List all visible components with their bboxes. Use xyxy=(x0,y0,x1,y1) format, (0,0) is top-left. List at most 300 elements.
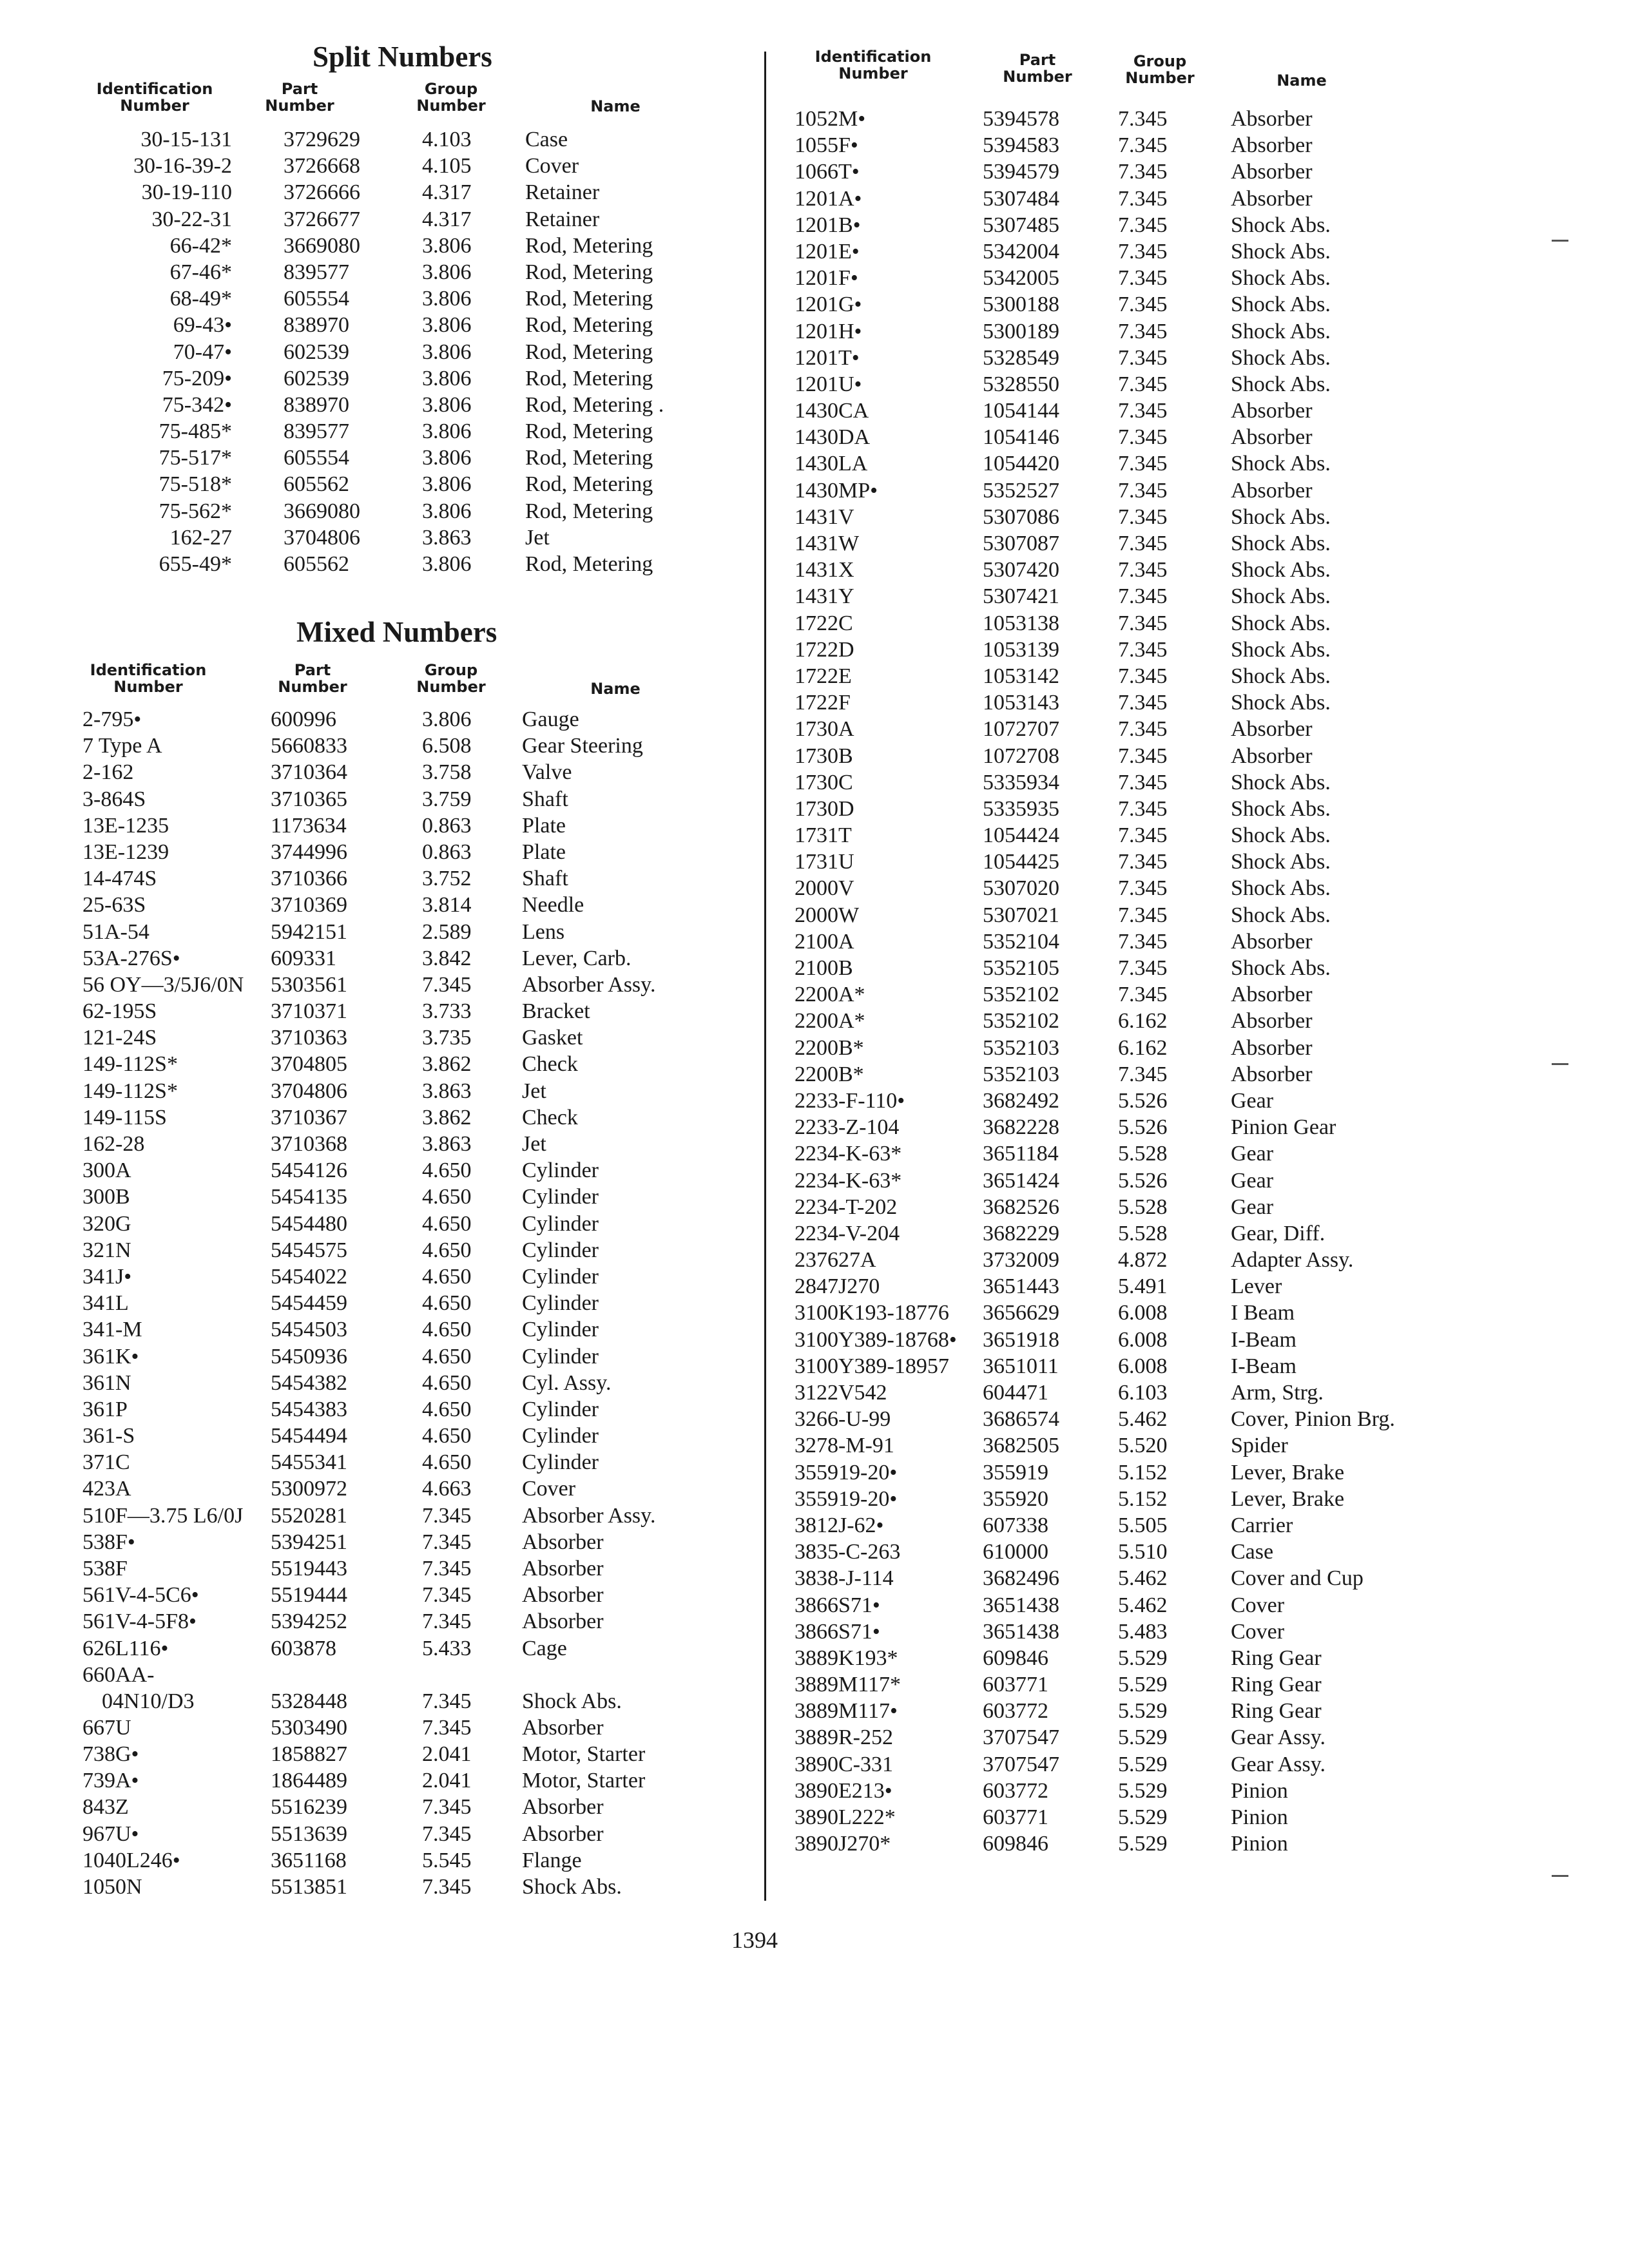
cell-id: 321N xyxy=(82,1238,131,1262)
cell-name: Gear xyxy=(1231,1195,1274,1219)
margin-mark xyxy=(1552,1875,1568,1877)
table-row xyxy=(71,418,754,445)
table-row xyxy=(71,812,754,839)
cell-part: 3729629 xyxy=(284,128,360,151)
table-row xyxy=(783,106,1492,132)
cell-part: 3726668 xyxy=(284,154,360,178)
table-row xyxy=(71,1555,754,1582)
cell-part: 5328549 xyxy=(983,345,1059,370)
table-row xyxy=(71,786,754,812)
table-row xyxy=(783,132,1492,159)
cell-id: 7 Type A xyxy=(82,734,162,758)
cell-name: Shock Abs. xyxy=(1231,903,1331,927)
table-row xyxy=(783,928,1492,955)
cell-part: 5335935 xyxy=(983,796,1059,821)
table-row xyxy=(71,972,754,998)
cell-id: 3835-C-263 xyxy=(795,1540,901,1564)
cell-name: Gear xyxy=(1231,1088,1274,1113)
cell-group: 3.806 xyxy=(422,707,472,731)
cell-id: 2200B* xyxy=(795,1062,864,1086)
cell-id: 30-15-131 xyxy=(140,128,232,151)
cell-group: 2.589 xyxy=(422,919,472,944)
cell-part: 5454022 xyxy=(271,1264,347,1289)
cell-name: Cover xyxy=(1231,1593,1285,1617)
cell-group: 3.806 xyxy=(422,366,472,390)
split-header-part: Part Number xyxy=(265,80,334,115)
cell-name: Shock Abs. xyxy=(1231,213,1331,237)
cell-group: 3.806 xyxy=(422,287,472,311)
cell-id: 2234-K-63* xyxy=(795,1142,902,1166)
table-row xyxy=(783,1831,1492,1857)
mixed-header-id: Identification Number xyxy=(90,661,207,696)
cell-part: 3726677 xyxy=(284,207,360,231)
cell-name: Absorber xyxy=(522,1530,604,1554)
cell-group: 7.345 xyxy=(1118,637,1168,662)
cell-part: 5352102 xyxy=(983,1009,1059,1033)
cell-part: 3682228 xyxy=(983,1115,1059,1140)
cell-group: 7.345 xyxy=(1118,107,1168,131)
cell-group: 7.345 xyxy=(1118,452,1168,476)
cell-part: 3726666 xyxy=(284,180,360,205)
cell-id: 361-S xyxy=(82,1424,135,1448)
cell-group: 7.345 xyxy=(422,1583,472,1608)
cell-group: 5.152 xyxy=(1118,1486,1168,1511)
cell-group: 5.545 xyxy=(422,1848,472,1872)
cell-name: I Beam xyxy=(1231,1301,1295,1325)
cell-id: 1201B• xyxy=(795,213,861,237)
cell-group: 4.650 xyxy=(422,1185,472,1209)
cell-name: Absorber xyxy=(1231,478,1313,503)
cell-name: Absorber xyxy=(1231,133,1313,158)
cell-id: 1430LA xyxy=(795,452,868,476)
cell-name: Rod, Metering xyxy=(525,499,653,523)
cell-part: 610000 xyxy=(983,1540,1048,1564)
cell-name: Cylinder xyxy=(522,1318,599,1342)
cell-group: 0.863 xyxy=(422,813,472,838)
cell-part: 3656629 xyxy=(983,1301,1059,1325)
cell-id: 51A-54 xyxy=(82,919,149,944)
cell-group: 7.345 xyxy=(1118,558,1168,582)
cell-part: 5394583 xyxy=(983,133,1059,158)
table-row xyxy=(783,663,1492,689)
cell-name: Cover, Pinion Brg. xyxy=(1231,1407,1395,1432)
cell-id: 361P xyxy=(82,1397,128,1421)
cell-name: Shock Abs. xyxy=(1231,505,1331,529)
cell-name: Plate xyxy=(522,840,566,864)
cell-name: Gear Assy. xyxy=(1231,1725,1325,1750)
table-row xyxy=(783,1220,1492,1247)
column-divider xyxy=(764,52,766,1901)
cell-group: 6.008 xyxy=(1118,1354,1168,1378)
table-row xyxy=(71,1821,754,1847)
table-row xyxy=(71,1503,754,1529)
cell-name: Retainer xyxy=(525,207,600,231)
cell-group: 3.806 xyxy=(422,313,472,338)
cell-group: 7.345 xyxy=(1118,744,1168,768)
cell-group: 3.806 xyxy=(422,552,472,576)
cell-part: 3710366 xyxy=(271,867,347,891)
cell-name: Absorber xyxy=(1231,929,1313,954)
split-header-id: Identification Number xyxy=(96,80,213,115)
cell-group: 7.345 xyxy=(422,972,472,997)
cell-id: 1050N xyxy=(82,1874,142,1899)
table-row xyxy=(71,892,754,918)
cell-id: 3890C-331 xyxy=(795,1752,893,1776)
cell-id: 149-115S xyxy=(82,1105,167,1129)
table-row xyxy=(71,1078,754,1104)
cell-id: 237627A xyxy=(795,1248,876,1273)
cell-name: Absorber xyxy=(522,1715,604,1740)
cell-id: 3889K193* xyxy=(795,1646,898,1670)
cell-part: 3682229 xyxy=(983,1221,1059,1245)
cell-group: 7.345 xyxy=(1118,717,1168,742)
cell-name: Cage xyxy=(522,1636,567,1660)
cell-id: 25-63S xyxy=(82,893,146,918)
table-row xyxy=(783,902,1492,928)
cell-id: 3889R-252 xyxy=(795,1725,893,1750)
cell-part: 1864489 xyxy=(271,1769,347,1793)
cell-name: Pinion Gear xyxy=(1231,1115,1336,1140)
cell-id: 75-209• xyxy=(162,366,232,390)
cell-id: 341J• xyxy=(82,1264,132,1289)
cell-part: 1054146 xyxy=(983,425,1059,450)
cell-group: 7.345 xyxy=(1118,425,1168,450)
cell-group: 4.103 xyxy=(422,128,472,151)
cell-id: 320G xyxy=(82,1211,131,1236)
cell-group: 7.345 xyxy=(1118,133,1168,158)
cell-id: 2234-K-63* xyxy=(795,1168,902,1193)
table-row xyxy=(783,1565,1492,1591)
table-row xyxy=(71,1741,754,1767)
table-row xyxy=(783,557,1492,583)
cell-name: Rod, Metering xyxy=(525,472,653,497)
cell-id: 341L xyxy=(82,1291,129,1316)
table-row xyxy=(71,524,754,551)
cell-part: 5454494 xyxy=(271,1424,347,1448)
table-row xyxy=(71,1370,754,1396)
table-row xyxy=(783,450,1492,477)
cell-group: 5.528 xyxy=(1118,1142,1168,1166)
cell-group: 5.529 xyxy=(1118,1646,1168,1670)
cell-id: 1431Y xyxy=(795,584,854,609)
cell-name: Absorber xyxy=(1231,1035,1313,1060)
cell-id: 1052M• xyxy=(795,107,866,131)
cell-name: Absorber xyxy=(1231,717,1313,742)
cell-id: 510F—3.75 L6/0J xyxy=(82,1503,244,1528)
cell-id: 1201F• xyxy=(795,266,858,291)
table-row xyxy=(783,265,1492,291)
cell-id: 300B xyxy=(82,1185,130,1209)
table-row xyxy=(783,1247,1492,1273)
table-row xyxy=(783,318,1492,345)
cell-name: Rod, Metering xyxy=(525,419,653,444)
cell-id: 69-43• xyxy=(173,313,232,338)
cell-group: 4.650 xyxy=(422,1158,472,1183)
table-row xyxy=(71,1237,754,1264)
cell-group: 5.526 xyxy=(1118,1088,1168,1113)
cell-id: 1722F xyxy=(795,691,851,715)
cell-name: Absorber xyxy=(1231,425,1313,450)
right-header-name: Name xyxy=(1277,72,1327,90)
cell-name: Shock Abs. xyxy=(1231,239,1331,264)
table-row xyxy=(71,471,754,497)
cell-part: 5454503 xyxy=(271,1318,347,1342)
cell-part: 1072708 xyxy=(983,744,1059,768)
cell-id: 738G• xyxy=(82,1742,139,1766)
cell-id: 2200B* xyxy=(795,1035,864,1060)
cell-part: 3704806 xyxy=(284,525,360,550)
cell-id: 2-795• xyxy=(82,707,142,731)
cell-name: Cover xyxy=(1231,1619,1285,1644)
cell-group: 3.863 xyxy=(422,525,472,550)
cell-part: 603771 xyxy=(983,1805,1048,1829)
cell-group: 4.650 xyxy=(422,1344,472,1369)
table-row xyxy=(783,291,1492,318)
cell-name: Pinion xyxy=(1231,1832,1288,1856)
table-row xyxy=(783,1645,1492,1671)
table-row xyxy=(71,998,754,1024)
cell-id: 1730B xyxy=(795,744,853,768)
table-row xyxy=(783,159,1492,185)
cell-name: Absorber xyxy=(522,1795,604,1820)
table-row xyxy=(71,312,754,338)
cell-group: 7.345 xyxy=(422,1689,472,1713)
cell-id: 341-M xyxy=(82,1318,142,1342)
table-row xyxy=(783,610,1492,637)
mixed-numbers-title: Mixed Numbers xyxy=(296,616,497,648)
table-row xyxy=(71,1715,754,1741)
cell-id: 660AA- xyxy=(82,1662,155,1687)
cell-part: 1053139 xyxy=(983,637,1059,662)
cell-part: 609846 xyxy=(983,1832,1048,1856)
cell-id: 1201T• xyxy=(795,345,860,370)
cell-name: Absorber xyxy=(522,1821,604,1846)
table-row xyxy=(783,1008,1492,1034)
cell-group: 7.345 xyxy=(1118,345,1168,370)
table-row xyxy=(783,345,1492,371)
cell-id: 13E-1235 xyxy=(82,813,169,838)
cell-group: 2.041 xyxy=(422,1742,472,1766)
cell-name: Carrier xyxy=(1231,1513,1293,1537)
cell-part: 5303561 xyxy=(271,972,347,997)
cell-id: 3838-J-114 xyxy=(795,1566,894,1591)
cell-name: Shock Abs. xyxy=(1231,319,1331,343)
cell-id: 14-474S xyxy=(82,867,157,891)
cell-part: 1053142 xyxy=(983,664,1059,688)
cell-id: 1431W xyxy=(795,532,860,555)
cell-name: Shock Abs. xyxy=(1231,770,1331,794)
cell-part: 1054424 xyxy=(983,823,1059,848)
cell-part: 3651438 xyxy=(983,1593,1059,1617)
cell-part: 3732009 xyxy=(983,1248,1059,1273)
cell-group: 5.529 xyxy=(1118,1832,1168,1856)
cell-id: 3866S71• xyxy=(795,1619,880,1644)
cell-id: 2-162 xyxy=(82,760,134,785)
table-row xyxy=(783,1512,1492,1539)
cell-name: Rod, Metering xyxy=(525,313,653,338)
cell-id: 561V-4-5C6• xyxy=(82,1583,199,1608)
cell-id: 66-42* xyxy=(169,233,232,258)
cell-part: 3651438 xyxy=(983,1619,1059,1644)
cell-id: 1201U• xyxy=(795,372,862,396)
cell-name: Absorber xyxy=(522,1557,604,1581)
cell-name: Jet xyxy=(525,525,550,550)
cell-part: 5942151 xyxy=(271,919,347,944)
table-row xyxy=(783,1061,1492,1088)
cell-part: 5307020 xyxy=(983,876,1059,901)
table-row xyxy=(71,445,754,471)
cell-name: Cylinder xyxy=(522,1291,599,1316)
cell-name: Cylinder xyxy=(522,1450,599,1475)
cell-group: 6.008 xyxy=(1118,1327,1168,1352)
table-row xyxy=(783,1804,1492,1831)
cell-id: 1731U xyxy=(795,850,854,874)
cell-group: 3.735 xyxy=(422,1026,472,1050)
table-row xyxy=(783,1698,1492,1724)
cell-group: 6.162 xyxy=(1118,1009,1168,1033)
cell-id: 1201E• xyxy=(795,239,860,264)
cell-name: Shock Abs. xyxy=(1231,266,1331,291)
cell-name: Shock Abs. xyxy=(1231,876,1331,901)
table-row xyxy=(783,186,1492,212)
cell-part: 3704806 xyxy=(271,1079,347,1103)
cell-id: 655-49* xyxy=(159,552,232,576)
cell-part: 5307485 xyxy=(983,213,1059,237)
cell-part: 5513851 xyxy=(271,1874,347,1899)
cell-name: Shock Abs. xyxy=(1231,611,1331,635)
cell-id: 30-22-31 xyxy=(151,207,232,231)
split-numbers-title: Split Numbers xyxy=(313,41,492,73)
cell-name: Shaft xyxy=(522,787,568,811)
cell-group: 7.345 xyxy=(1118,796,1168,821)
cell-part: 355920 xyxy=(983,1486,1048,1511)
cell-group: 5.505 xyxy=(1118,1513,1168,1537)
cell-name: Absorber xyxy=(522,1583,604,1608)
cell-id: 1730C xyxy=(795,770,853,794)
table-row xyxy=(71,1051,754,1077)
cell-id: 53A-276S• xyxy=(82,946,180,970)
cell-name: Rod, Metering xyxy=(525,552,653,576)
cell-name: Pinion xyxy=(1231,1805,1288,1829)
cell-name: Absorber xyxy=(1231,1062,1313,1086)
cell-part: 5303490 xyxy=(271,1715,347,1740)
cell-part: 5328448 xyxy=(271,1689,347,1713)
table-row xyxy=(71,1847,754,1874)
cell-part: 609331 xyxy=(271,946,336,970)
cell-part: 5307420 xyxy=(983,558,1059,582)
table-row xyxy=(783,371,1492,398)
table-row xyxy=(71,945,754,972)
cell-id: 162-28 xyxy=(82,1132,145,1156)
cell-name: Cylinder xyxy=(522,1185,599,1209)
cell-id: 1055F• xyxy=(795,133,858,158)
table-row xyxy=(71,206,754,233)
cell-part: 1053143 xyxy=(983,691,1059,715)
cell-group: 5.529 xyxy=(1118,1805,1168,1829)
cell-id: 75-517* xyxy=(159,446,232,470)
cell-part: 605562 xyxy=(284,472,349,497)
table-row xyxy=(71,706,754,733)
cell-group: 7.345 xyxy=(1118,478,1168,503)
cell-group: 7.345 xyxy=(422,1821,472,1846)
cell-name: Gauge xyxy=(522,707,579,731)
table-row xyxy=(783,1459,1492,1486)
cell-group: 5.152 xyxy=(1118,1460,1168,1485)
cell-group: 5.526 xyxy=(1118,1115,1168,1140)
cell-group: 4.105 xyxy=(422,154,472,178)
cell-group: 2.041 xyxy=(422,1769,472,1793)
table-row xyxy=(71,919,754,945)
cell-part: 5307484 xyxy=(983,186,1059,211)
right-header-id: Identification Number xyxy=(815,48,932,82)
table-row xyxy=(71,1529,754,1555)
cell-part: 5352527 xyxy=(983,478,1059,503)
cell-name: I-Beam xyxy=(1231,1354,1296,1378)
cell-id: 3278-M-91 xyxy=(795,1434,894,1458)
cell-part: 3651424 xyxy=(983,1168,1059,1193)
margin-mark xyxy=(1552,240,1568,242)
cell-id: 3100K193-18776 xyxy=(795,1301,949,1325)
cell-group: 3.758 xyxy=(422,760,472,785)
cell-name: Cylinder xyxy=(522,1264,599,1289)
cell-part: 3704805 xyxy=(271,1052,347,1077)
table-row xyxy=(71,1475,754,1502)
cell-group: 4.872 xyxy=(1118,1248,1168,1273)
table-row xyxy=(71,1794,754,1820)
cell-part: 5450936 xyxy=(271,1344,347,1369)
cell-part: 1054420 xyxy=(983,452,1059,476)
cell-part: 3710364 xyxy=(271,760,347,785)
cell-group: 7.345 xyxy=(1118,399,1168,423)
cell-name: Rod, Metering xyxy=(525,446,653,470)
table-row xyxy=(783,1353,1492,1379)
cell-group: 5.526 xyxy=(1118,1168,1168,1193)
table-row xyxy=(783,875,1492,901)
cell-id: 75-342• xyxy=(162,392,232,417)
cell-group: 7.345 xyxy=(1118,983,1168,1007)
cell-part: 3669080 xyxy=(284,499,360,523)
cell-id: 361K• xyxy=(82,1344,139,1369)
mixed-header-name: Name xyxy=(590,680,641,698)
cell-part: 5352104 xyxy=(983,929,1059,954)
table-row xyxy=(783,1539,1492,1565)
cell-group: 3.806 xyxy=(422,233,472,258)
table-row xyxy=(783,822,1492,849)
cell-part: 3669080 xyxy=(284,233,360,258)
table-row xyxy=(71,1874,754,1900)
cell-part: 5307421 xyxy=(983,584,1059,609)
table-row xyxy=(71,339,754,365)
table-row xyxy=(783,1114,1492,1140)
cell-part: 3682496 xyxy=(983,1566,1059,1591)
cell-id: 162-27 xyxy=(169,525,232,550)
cell-id: 1430CA xyxy=(795,399,869,423)
cell-group: 4.650 xyxy=(422,1238,472,1262)
cell-name: Absorber xyxy=(1231,744,1313,768)
cell-part: 3651011 xyxy=(983,1354,1059,1378)
cell-name: Gear xyxy=(1231,1142,1274,1166)
cell-id: 30-19-110 xyxy=(141,180,232,205)
cell-part: 838970 xyxy=(284,392,349,417)
cell-part: 5454135 xyxy=(271,1185,347,1209)
cell-id: 1430DA xyxy=(795,425,871,450)
cell-name: Check xyxy=(522,1105,578,1129)
table-row xyxy=(783,1671,1492,1698)
cell-group: 7.345 xyxy=(1118,505,1168,529)
cell-part: 3682505 xyxy=(983,1434,1059,1458)
cell-part: 5352105 xyxy=(983,956,1059,980)
cell-group: 4.663 xyxy=(422,1477,472,1501)
